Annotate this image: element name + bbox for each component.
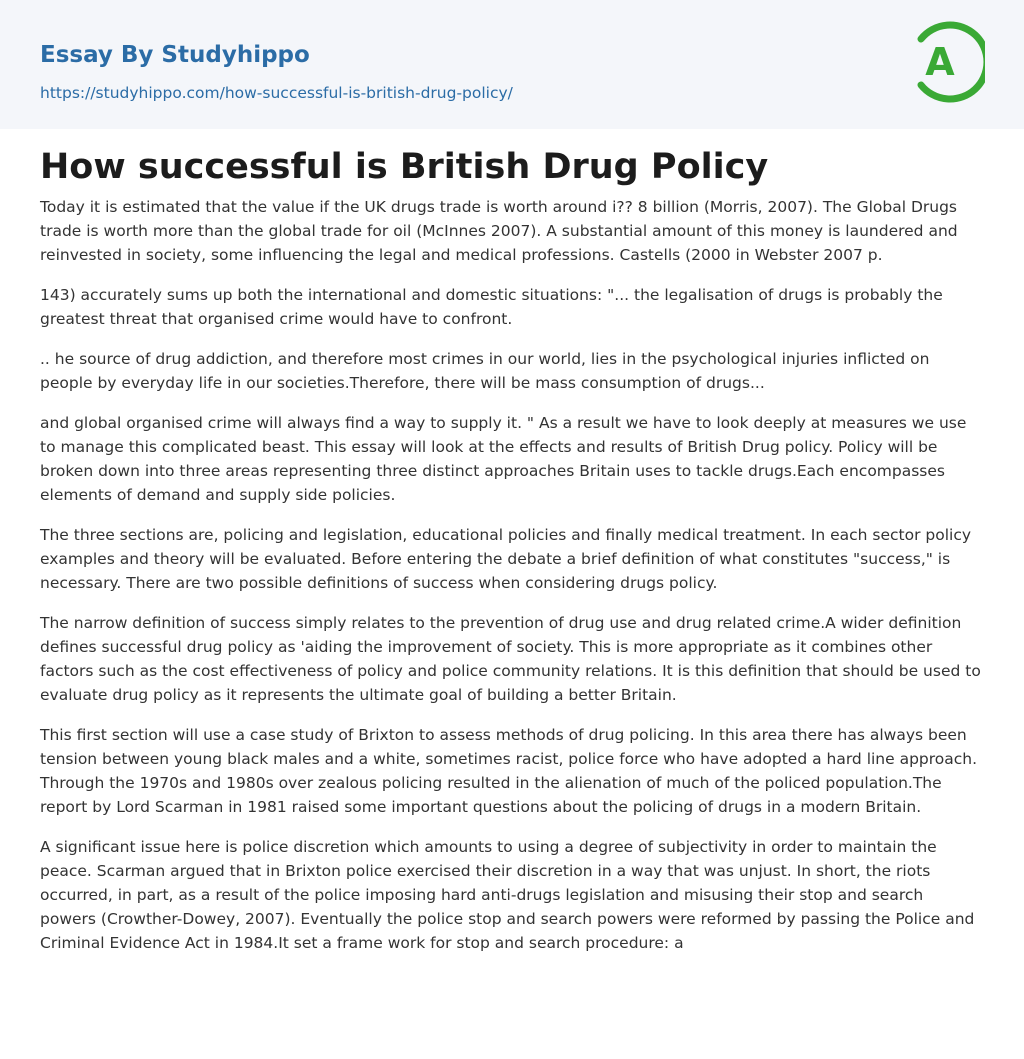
paragraph: and global organised crime will always find a way to supply it. " As a result we have to look deeply at measures we use to manage this complicated beast. This essay will look at the effects and results of British Drug policy. Policy will be broken down into three areas representing three distinct approaches Britain uses to tackle drugs.Each encompasses elements of demand and supply side policies. — [40, 414, 967, 504]
source-url-link[interactable]: https://studyhippo.com/how-successful-is-british-drug-policy/ — [40, 84, 513, 102]
paragraph: Today it is estimated that the value if the UK drugs trade is worth around i?? 8 billion (Morris, 2007). The Global Drugs trade is worth more than the global trade for oil (McInnes 2007). A substantial amount of this money is laundered and reinvested in society, some influencing the legal and medical professions. Castells (2000 in Webster 2007 p. — [40, 198, 958, 264]
studyhippo-logo[interactable] — [913, 19, 985, 105]
paragraph: The three sections are, policing and legislation, educational policies and finally medical treatment. In each sector policy examples and theory will be evaluated. Before entering the debate a brief definition of what constitutes "success," is necessary. There are two possible definitions of success when considering drugs policy. — [40, 526, 972, 592]
paragraph: This first section will use a case study of Brixton to assess methods of drug policing. In this area there has always been tension between young black males and a white, sometimes racist, police force who have adopted a hard line approach. Through the 1970s and 1980s over zealous policing resulted in the alienation of much of the policed population.The report by Lord Scarman in 1981 raised some important questions about the policing of drugs in a modern Britain. — [40, 726, 978, 816]
paragraph: .. he source of drug addiction, and therefore most crimes in our world, lies in the psychological injuries inflicted on people by everyday life in our societies.Therefore, there will be mass consumption of drugs... — [40, 350, 930, 392]
paragraph: The narrow definition of success simply relates to the prevention of drug use and drug related crime.A wider definition defines successful drug policy as 'aiding the improvement of society. This is more appropriate as it combines other factors such as the cost effectiveness of policy and police community relations. It is this definition that should be used to evaluate drug policy as it represents the ultimate goal of building a better Britain. — [40, 614, 981, 704]
paragraph: A significant issue here is police discretion which amounts to using a degree of subjectivity in order to maintain the peace. Scarman argued that in Brixton police exercised their discretion in a way that was unjust. In short, the riots occurred, in part, as a result of the police imposing hard anti-drugs legislation and misusing their stop and search powers (Crowther-Dowey, 2007). Eventually the police stop and search powers were reformed by passing the Police and Criminal Evidence Act in 1984.It set a frame work for stop and search procedure: a — [40, 838, 975, 952]
article-title: How successful is British Drug Policy — [40, 147, 769, 187]
paragraph: 143) accurately sums up both the international and domestic situations: "... the legalisation of drugs is probably the greatest threat that organised crime would have to confront. — [40, 286, 943, 328]
logo-ring-icon — [913, 19, 985, 105]
brand-title[interactable]: Essay By Studyhippo — [40, 42, 310, 68]
site-header — [0, 0, 1024, 129]
article — [0, 129, 1024, 955]
logo-letter: A — [925, 40, 955, 84]
